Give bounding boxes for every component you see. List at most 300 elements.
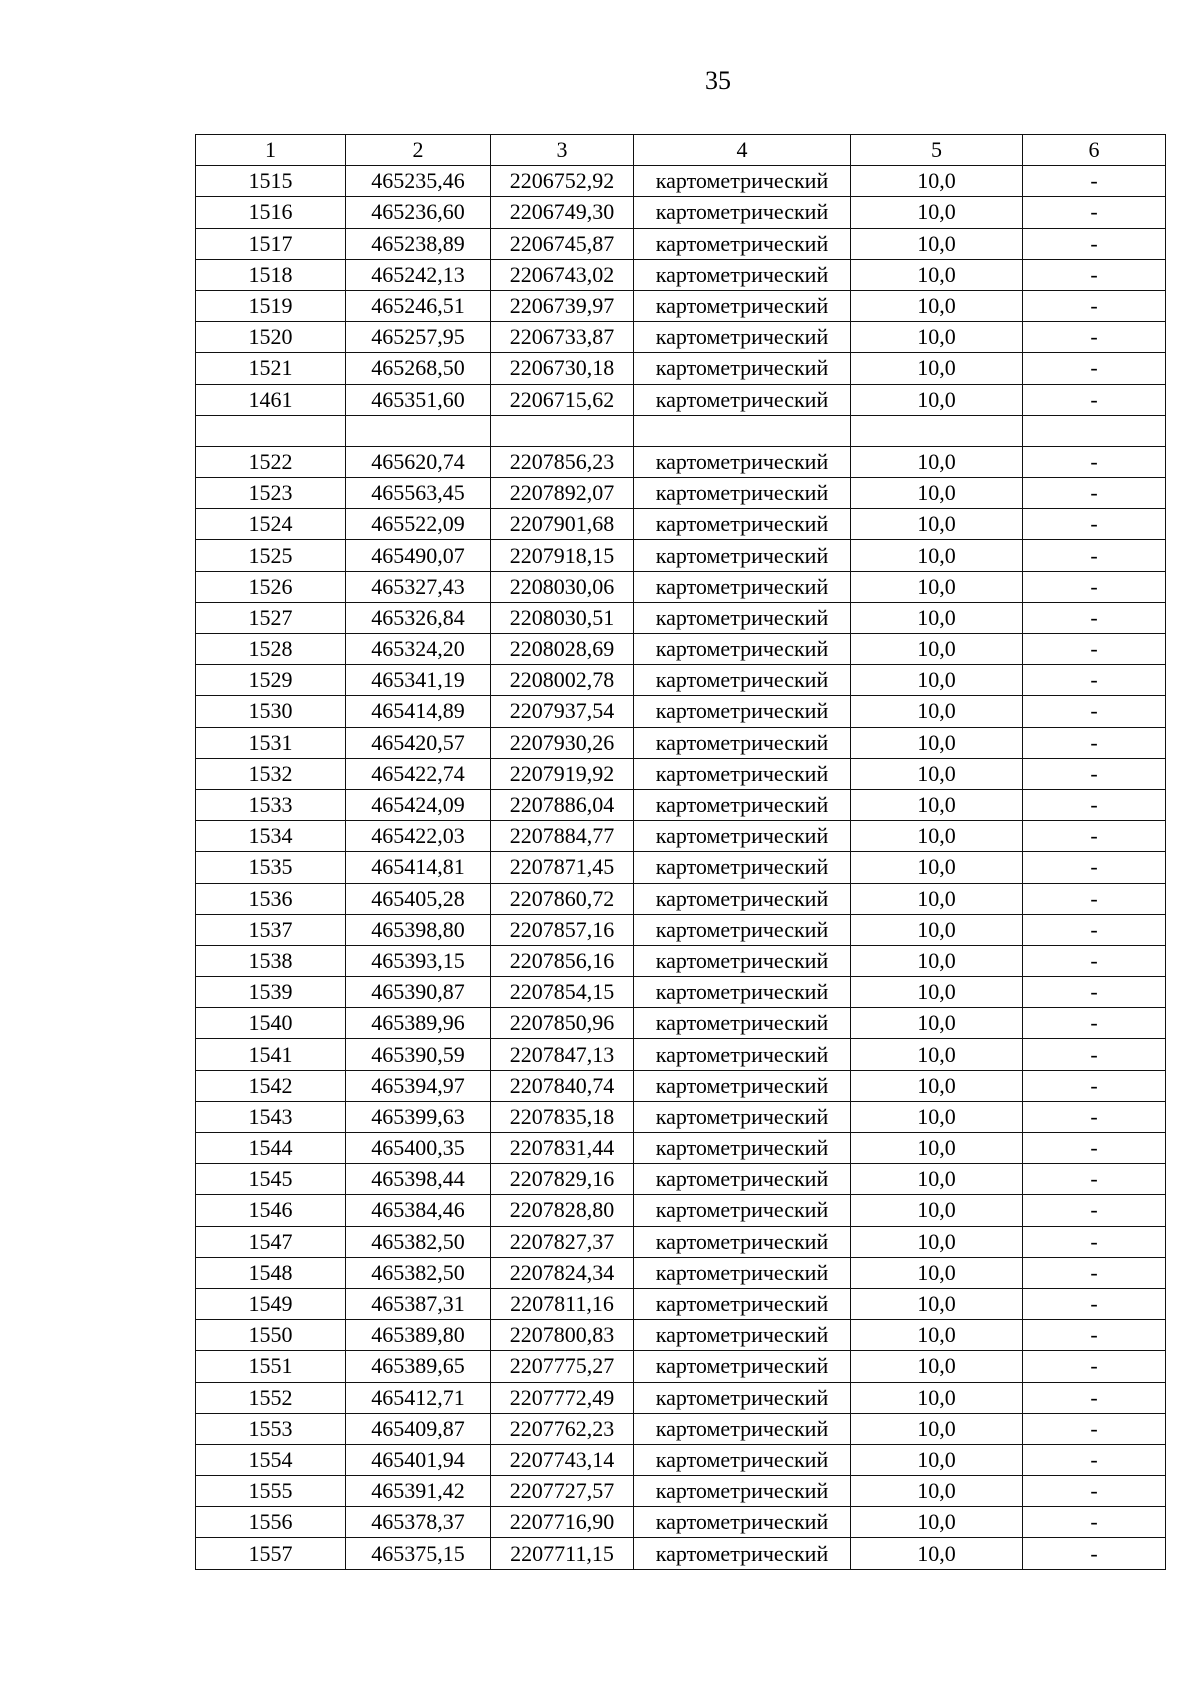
y-coordinate-cell: 2207840,74 bbox=[491, 1070, 634, 1101]
x-coordinate-cell: 465387,31 bbox=[346, 1288, 491, 1319]
method-cell: картометрический bbox=[634, 1444, 851, 1475]
x-coordinate-cell: 465522,09 bbox=[346, 509, 491, 540]
method-cell: картометрический bbox=[634, 883, 851, 914]
point-number-cell: 1539 bbox=[196, 977, 346, 1008]
x-coordinate-cell: 465563,45 bbox=[346, 478, 491, 509]
accuracy-cell: 10,0 bbox=[851, 290, 1023, 321]
description-cell: - bbox=[1023, 1507, 1166, 1538]
table-row bbox=[196, 1351, 1166, 1382]
table-row bbox=[196, 384, 1166, 415]
point-number-cell bbox=[196, 415, 346, 446]
accuracy-cell: 10,0 bbox=[851, 1039, 1023, 1070]
y-coordinate-cell: 2206739,97 bbox=[491, 290, 634, 321]
y-coordinate-cell: 2206715,62 bbox=[491, 384, 634, 415]
accuracy-cell: 10,0 bbox=[851, 977, 1023, 1008]
description-cell: - bbox=[1023, 727, 1166, 758]
point-number-cell: 1538 bbox=[196, 945, 346, 976]
point-number-cell: 1528 bbox=[196, 634, 346, 665]
table-row bbox=[196, 509, 1166, 540]
table-row bbox=[196, 634, 1166, 665]
table-row bbox=[196, 1413, 1166, 1444]
description-cell: - bbox=[1023, 228, 1166, 259]
x-coordinate-cell: 465246,51 bbox=[346, 290, 491, 321]
y-coordinate-cell: 2207743,14 bbox=[491, 1444, 634, 1475]
y-coordinate-cell: 2207800,83 bbox=[491, 1320, 634, 1351]
description-cell: - bbox=[1023, 696, 1166, 727]
point-number-cell: 1543 bbox=[196, 1101, 346, 1132]
accuracy-cell: 10,0 bbox=[851, 1257, 1023, 1288]
y-coordinate-cell: 2207856,23 bbox=[491, 446, 634, 477]
description-cell: - bbox=[1023, 353, 1166, 384]
y-coordinate-cell: 2208002,78 bbox=[491, 665, 634, 696]
method-cell: картометрический bbox=[634, 384, 851, 415]
x-coordinate-cell: 465390,59 bbox=[346, 1039, 491, 1070]
x-coordinate-cell: 465382,50 bbox=[346, 1257, 491, 1288]
x-coordinate-cell: 465424,09 bbox=[346, 789, 491, 820]
table-row bbox=[196, 1538, 1166, 1569]
y-coordinate-cell: 2207824,34 bbox=[491, 1257, 634, 1288]
description-cell: - bbox=[1023, 665, 1166, 696]
x-coordinate-cell: 465382,50 bbox=[346, 1226, 491, 1257]
point-number-cell: 1523 bbox=[196, 478, 346, 509]
accuracy-cell: 10,0 bbox=[851, 509, 1023, 540]
table-body bbox=[196, 166, 1166, 1569]
accuracy-cell: 10,0 bbox=[851, 1164, 1023, 1195]
description-cell: - bbox=[1023, 1070, 1166, 1101]
point-number-cell: 1544 bbox=[196, 1133, 346, 1164]
x-coordinate-cell: 465268,50 bbox=[346, 353, 491, 384]
method-cell: картометрический bbox=[634, 1226, 851, 1257]
method-cell: картометрический bbox=[634, 1507, 851, 1538]
method-cell: картометрический bbox=[634, 1195, 851, 1226]
description-cell: - bbox=[1023, 478, 1166, 509]
x-coordinate-cell: 465375,15 bbox=[346, 1538, 491, 1569]
point-number-cell: 1555 bbox=[196, 1476, 346, 1507]
description-cell: - bbox=[1023, 1039, 1166, 1070]
point-number-cell: 1527 bbox=[196, 602, 346, 633]
accuracy-cell: 10,0 bbox=[851, 540, 1023, 571]
accuracy-cell: 10,0 bbox=[851, 353, 1023, 384]
y-coordinate-cell: 2207918,15 bbox=[491, 540, 634, 571]
accuracy-cell: 10,0 bbox=[851, 945, 1023, 976]
y-coordinate-cell: 2207829,16 bbox=[491, 1164, 634, 1195]
point-number-cell: 1522 bbox=[196, 446, 346, 477]
point-number-cell: 1525 bbox=[196, 540, 346, 571]
accuracy-cell: 10,0 bbox=[851, 696, 1023, 727]
x-coordinate-cell: 465238,89 bbox=[346, 228, 491, 259]
x-coordinate-cell: 465390,87 bbox=[346, 977, 491, 1008]
y-coordinate-cell: 2208030,06 bbox=[491, 571, 634, 602]
y-coordinate-cell: 2207901,68 bbox=[491, 509, 634, 540]
table-row bbox=[196, 322, 1166, 353]
description-cell: - bbox=[1023, 1164, 1166, 1195]
point-number-cell: 1521 bbox=[196, 353, 346, 384]
accuracy-cell: 10,0 bbox=[851, 1351, 1023, 1382]
point-number-cell: 1546 bbox=[196, 1195, 346, 1226]
method-cell: картометрический bbox=[634, 1382, 851, 1413]
y-coordinate-cell: 2207831,44 bbox=[491, 1133, 634, 1164]
point-number-cell: 1520 bbox=[196, 322, 346, 353]
table-header-row bbox=[196, 135, 1166, 166]
method-cell: картометрический bbox=[634, 322, 851, 353]
point-number-cell: 1534 bbox=[196, 821, 346, 852]
method-cell: картометрический bbox=[634, 197, 851, 228]
point-number-cell: 1542 bbox=[196, 1070, 346, 1101]
accuracy-cell: 10,0 bbox=[851, 1413, 1023, 1444]
table-row bbox=[196, 478, 1166, 509]
point-number-cell: 1551 bbox=[196, 1351, 346, 1382]
description-cell: - bbox=[1023, 914, 1166, 945]
accuracy-cell: 10,0 bbox=[851, 1507, 1023, 1538]
accuracy-cell: 10,0 bbox=[851, 1320, 1023, 1351]
y-coordinate-cell: 2207850,96 bbox=[491, 1008, 634, 1039]
method-cell: картометрический bbox=[634, 1538, 851, 1569]
accuracy-cell: 10,0 bbox=[851, 852, 1023, 883]
accuracy-cell: 10,0 bbox=[851, 1476, 1023, 1507]
x-coordinate-cell: 465324,20 bbox=[346, 634, 491, 665]
method-cell: картометрический bbox=[634, 1288, 851, 1319]
x-coordinate-cell: 465341,19 bbox=[346, 665, 491, 696]
y-coordinate-cell: 2206749,30 bbox=[491, 197, 634, 228]
accuracy-cell: 10,0 bbox=[851, 478, 1023, 509]
table-row bbox=[196, 977, 1166, 1008]
method-cell: картометрический bbox=[634, 727, 851, 758]
x-coordinate-cell: 465257,95 bbox=[346, 322, 491, 353]
accuracy-cell: 10,0 bbox=[851, 571, 1023, 602]
method-cell: картометрический bbox=[634, 228, 851, 259]
y-coordinate-cell: 2207884,77 bbox=[491, 821, 634, 852]
description-cell: - bbox=[1023, 821, 1166, 852]
method-cell: картометрический bbox=[634, 696, 851, 727]
y-coordinate-cell: 2207711,15 bbox=[491, 1538, 634, 1569]
x-coordinate-cell: 465378,37 bbox=[346, 1507, 491, 1538]
method-cell: картометрический bbox=[634, 789, 851, 820]
method-cell: картометрический bbox=[634, 290, 851, 321]
column-header: 6 bbox=[1023, 135, 1166, 166]
y-coordinate-cell: 2207854,15 bbox=[491, 977, 634, 1008]
accuracy-cell: 10,0 bbox=[851, 1288, 1023, 1319]
accuracy-cell: 10,0 bbox=[851, 1444, 1023, 1475]
page-number: 35 bbox=[705, 66, 731, 95]
column-header: 2 bbox=[346, 135, 491, 166]
accuracy-cell: 10,0 bbox=[851, 758, 1023, 789]
method-cell bbox=[634, 415, 851, 446]
x-coordinate-cell: 465326,84 bbox=[346, 602, 491, 633]
table-row bbox=[196, 571, 1166, 602]
table-row bbox=[196, 1382, 1166, 1413]
y-coordinate-cell: 2207857,16 bbox=[491, 914, 634, 945]
table-row bbox=[196, 228, 1166, 259]
y-coordinate-cell: 2207727,57 bbox=[491, 1476, 634, 1507]
x-coordinate-cell: 465420,57 bbox=[346, 727, 491, 758]
y-coordinate-cell: 2207762,23 bbox=[491, 1413, 634, 1444]
method-cell: картометрический bbox=[634, 259, 851, 290]
description-cell bbox=[1023, 415, 1166, 446]
x-coordinate-cell: 465409,87 bbox=[346, 1413, 491, 1444]
table-row bbox=[196, 1226, 1166, 1257]
description-cell: - bbox=[1023, 540, 1166, 571]
table-row bbox=[196, 1133, 1166, 1164]
x-coordinate-cell: 465391,42 bbox=[346, 1476, 491, 1507]
x-coordinate-cell: 465422,74 bbox=[346, 758, 491, 789]
method-cell: картометрический bbox=[634, 634, 851, 665]
y-coordinate-cell: 2207937,54 bbox=[491, 696, 634, 727]
table-row bbox=[196, 446, 1166, 477]
column-header: 3 bbox=[491, 135, 634, 166]
point-number-cell: 1461 bbox=[196, 384, 346, 415]
accuracy-cell bbox=[851, 415, 1023, 446]
x-coordinate-cell: 465389,65 bbox=[346, 1351, 491, 1382]
description-cell: - bbox=[1023, 1226, 1166, 1257]
description-cell: - bbox=[1023, 1413, 1166, 1444]
description-cell: - bbox=[1023, 1351, 1166, 1382]
description-cell: - bbox=[1023, 602, 1166, 633]
point-number-cell: 1554 bbox=[196, 1444, 346, 1475]
method-cell: картометрический bbox=[634, 353, 851, 384]
method-cell: картометрический bbox=[634, 821, 851, 852]
table-row bbox=[196, 290, 1166, 321]
x-coordinate-cell: 465327,43 bbox=[346, 571, 491, 602]
point-number-cell: 1536 bbox=[196, 883, 346, 914]
y-coordinate-cell: 2207847,13 bbox=[491, 1039, 634, 1070]
method-cell: картометрический bbox=[634, 602, 851, 633]
point-number-cell: 1541 bbox=[196, 1039, 346, 1070]
accuracy-cell: 10,0 bbox=[851, 1133, 1023, 1164]
description-cell: - bbox=[1023, 446, 1166, 477]
point-number-cell: 1516 bbox=[196, 197, 346, 228]
table-row bbox=[196, 1288, 1166, 1319]
description-cell: - bbox=[1023, 1382, 1166, 1413]
method-cell: картометрический bbox=[634, 1008, 851, 1039]
point-number-cell: 1518 bbox=[196, 259, 346, 290]
method-cell: картометрический bbox=[634, 945, 851, 976]
description-cell: - bbox=[1023, 571, 1166, 602]
x-coordinate-cell: 465351,60 bbox=[346, 384, 491, 415]
column-header: 5 bbox=[851, 135, 1023, 166]
y-coordinate-cell: 2208028,69 bbox=[491, 634, 634, 665]
point-number-cell: 1517 bbox=[196, 228, 346, 259]
table-row bbox=[196, 821, 1166, 852]
accuracy-cell: 10,0 bbox=[851, 634, 1023, 665]
table-row bbox=[196, 1507, 1166, 1538]
table-row bbox=[196, 914, 1166, 945]
method-cell: картометрический bbox=[634, 571, 851, 602]
y-coordinate-cell: 2207772,49 bbox=[491, 1382, 634, 1413]
method-cell: картометрический bbox=[634, 665, 851, 696]
column-header: 4 bbox=[634, 135, 851, 166]
x-coordinate-cell: 465384,46 bbox=[346, 1195, 491, 1226]
accuracy-cell: 10,0 bbox=[851, 446, 1023, 477]
accuracy-cell: 10,0 bbox=[851, 384, 1023, 415]
point-number-cell: 1549 bbox=[196, 1288, 346, 1319]
y-coordinate-cell: 2207828,80 bbox=[491, 1195, 634, 1226]
description-cell: - bbox=[1023, 384, 1166, 415]
x-coordinate-cell: 465389,96 bbox=[346, 1008, 491, 1039]
method-cell: картометрический bbox=[634, 1257, 851, 1288]
point-number-cell: 1548 bbox=[196, 1257, 346, 1288]
accuracy-cell: 10,0 bbox=[851, 1382, 1023, 1413]
description-cell: - bbox=[1023, 1195, 1166, 1226]
description-cell: - bbox=[1023, 322, 1166, 353]
point-number-cell: 1547 bbox=[196, 1226, 346, 1257]
accuracy-cell: 10,0 bbox=[851, 322, 1023, 353]
accuracy-cell: 10,0 bbox=[851, 197, 1023, 228]
x-coordinate-cell: 465422,03 bbox=[346, 821, 491, 852]
y-coordinate-cell: 2207886,04 bbox=[491, 789, 634, 820]
accuracy-cell: 10,0 bbox=[851, 1538, 1023, 1569]
method-cell: картометрический bbox=[634, 509, 851, 540]
description-cell: - bbox=[1023, 1101, 1166, 1132]
y-coordinate-cell: 2207827,37 bbox=[491, 1226, 634, 1257]
accuracy-cell: 10,0 bbox=[851, 1070, 1023, 1101]
table-row bbox=[196, 1320, 1166, 1351]
table-row bbox=[196, 353, 1166, 384]
point-number-cell: 1556 bbox=[196, 1507, 346, 1538]
y-coordinate-cell: 2206730,18 bbox=[491, 353, 634, 384]
y-coordinate-cell: 2207919,92 bbox=[491, 758, 634, 789]
point-number-cell: 1526 bbox=[196, 571, 346, 602]
table-row bbox=[196, 540, 1166, 571]
y-coordinate-cell: 2206733,87 bbox=[491, 322, 634, 353]
method-cell: картометрический bbox=[634, 1070, 851, 1101]
accuracy-cell: 10,0 bbox=[851, 602, 1023, 633]
method-cell: картометрический bbox=[634, 540, 851, 571]
accuracy-cell: 10,0 bbox=[851, 821, 1023, 852]
table-row bbox=[196, 696, 1166, 727]
description-cell: - bbox=[1023, 1008, 1166, 1039]
accuracy-cell: 10,0 bbox=[851, 789, 1023, 820]
point-number-cell: 1524 bbox=[196, 509, 346, 540]
table-row bbox=[196, 1008, 1166, 1039]
y-coordinate-cell: 2207892,07 bbox=[491, 478, 634, 509]
x-coordinate-cell: 465389,80 bbox=[346, 1320, 491, 1351]
method-cell: картометрический bbox=[634, 1413, 851, 1444]
point-number-cell: 1545 bbox=[196, 1164, 346, 1195]
y-coordinate-cell: 2207835,18 bbox=[491, 1101, 634, 1132]
accuracy-cell: 10,0 bbox=[851, 1195, 1023, 1226]
accuracy-cell: 10,0 bbox=[851, 883, 1023, 914]
y-coordinate-cell: 2207871,45 bbox=[491, 852, 634, 883]
description-cell: - bbox=[1023, 197, 1166, 228]
method-cell: картометрический bbox=[634, 446, 851, 477]
table-row bbox=[196, 166, 1166, 197]
point-number-cell: 1533 bbox=[196, 789, 346, 820]
table-row bbox=[196, 1039, 1166, 1070]
method-cell: картометрический bbox=[634, 852, 851, 883]
method-cell: картометрический bbox=[634, 1101, 851, 1132]
description-cell: - bbox=[1023, 259, 1166, 290]
table-row bbox=[196, 415, 1166, 446]
table-row bbox=[196, 1070, 1166, 1101]
method-cell: картометрический bbox=[634, 1476, 851, 1507]
x-coordinate-cell: 465405,28 bbox=[346, 883, 491, 914]
method-cell: картометрический bbox=[634, 1039, 851, 1070]
point-number-cell: 1540 bbox=[196, 1008, 346, 1039]
x-coordinate-cell: 465401,94 bbox=[346, 1444, 491, 1475]
x-coordinate-cell bbox=[346, 415, 491, 446]
table-row bbox=[196, 883, 1166, 914]
accuracy-cell: 10,0 bbox=[851, 228, 1023, 259]
y-coordinate-cell: 2206745,87 bbox=[491, 228, 634, 259]
y-coordinate-cell: 2207775,27 bbox=[491, 1351, 634, 1382]
point-number-cell: 1557 bbox=[196, 1538, 346, 1569]
description-cell: - bbox=[1023, 945, 1166, 976]
description-cell: - bbox=[1023, 1257, 1166, 1288]
description-cell: - bbox=[1023, 1133, 1166, 1164]
description-cell: - bbox=[1023, 883, 1166, 914]
table-row bbox=[196, 1164, 1166, 1195]
description-cell: - bbox=[1023, 1444, 1166, 1475]
description-cell: - bbox=[1023, 1288, 1166, 1319]
x-coordinate-cell: 465235,46 bbox=[346, 166, 491, 197]
table-row bbox=[196, 197, 1166, 228]
y-coordinate-cell: 2208030,51 bbox=[491, 602, 634, 633]
table-row bbox=[196, 665, 1166, 696]
method-cell: картометрический bbox=[634, 758, 851, 789]
y-coordinate-cell: 2207860,72 bbox=[491, 883, 634, 914]
y-coordinate-cell: 2207811,16 bbox=[491, 1288, 634, 1319]
description-cell: - bbox=[1023, 290, 1166, 321]
coordinates-table bbox=[195, 134, 1166, 1570]
description-cell: - bbox=[1023, 758, 1166, 789]
table-row bbox=[196, 945, 1166, 976]
method-cell: картометрический bbox=[634, 166, 851, 197]
y-coordinate-cell: 2207716,90 bbox=[491, 1507, 634, 1538]
table-row bbox=[196, 789, 1166, 820]
table-row bbox=[196, 852, 1166, 883]
x-coordinate-cell: 465414,81 bbox=[346, 852, 491, 883]
description-cell: - bbox=[1023, 977, 1166, 1008]
y-coordinate-cell: 2206743,02 bbox=[491, 259, 634, 290]
x-coordinate-cell: 465620,74 bbox=[346, 446, 491, 477]
description-cell: - bbox=[1023, 166, 1166, 197]
accuracy-cell: 10,0 bbox=[851, 1008, 1023, 1039]
column-header: 1 bbox=[196, 135, 346, 166]
point-number-cell: 1553 bbox=[196, 1413, 346, 1444]
description-cell: - bbox=[1023, 852, 1166, 883]
table-row bbox=[196, 1257, 1166, 1288]
x-coordinate-cell: 465394,97 bbox=[346, 1070, 491, 1101]
method-cell: картометрический bbox=[634, 977, 851, 1008]
x-coordinate-cell: 465414,89 bbox=[346, 696, 491, 727]
table-row bbox=[196, 602, 1166, 633]
x-coordinate-cell: 465398,44 bbox=[346, 1164, 491, 1195]
point-number-cell: 1537 bbox=[196, 914, 346, 945]
x-coordinate-cell: 465393,15 bbox=[346, 945, 491, 976]
x-coordinate-cell: 465412,71 bbox=[346, 1382, 491, 1413]
accuracy-cell: 10,0 bbox=[851, 166, 1023, 197]
description-cell: - bbox=[1023, 1320, 1166, 1351]
point-number-cell: 1519 bbox=[196, 290, 346, 321]
table-row bbox=[196, 1195, 1166, 1226]
point-number-cell: 1529 bbox=[196, 665, 346, 696]
description-cell: - bbox=[1023, 1476, 1166, 1507]
point-number-cell: 1515 bbox=[196, 166, 346, 197]
accuracy-cell: 10,0 bbox=[851, 1226, 1023, 1257]
y-coordinate-cell bbox=[491, 415, 634, 446]
method-cell: картометрический bbox=[634, 1133, 851, 1164]
x-coordinate-cell: 465490,07 bbox=[346, 540, 491, 571]
point-number-cell: 1550 bbox=[196, 1320, 346, 1351]
description-cell: - bbox=[1023, 789, 1166, 820]
accuracy-cell: 10,0 bbox=[851, 727, 1023, 758]
table-row bbox=[196, 1444, 1166, 1475]
method-cell: картометрический bbox=[634, 1351, 851, 1382]
method-cell: картометрический bbox=[634, 478, 851, 509]
x-coordinate-cell: 465399,63 bbox=[346, 1101, 491, 1132]
table-row bbox=[196, 1101, 1166, 1132]
table-row bbox=[196, 758, 1166, 789]
